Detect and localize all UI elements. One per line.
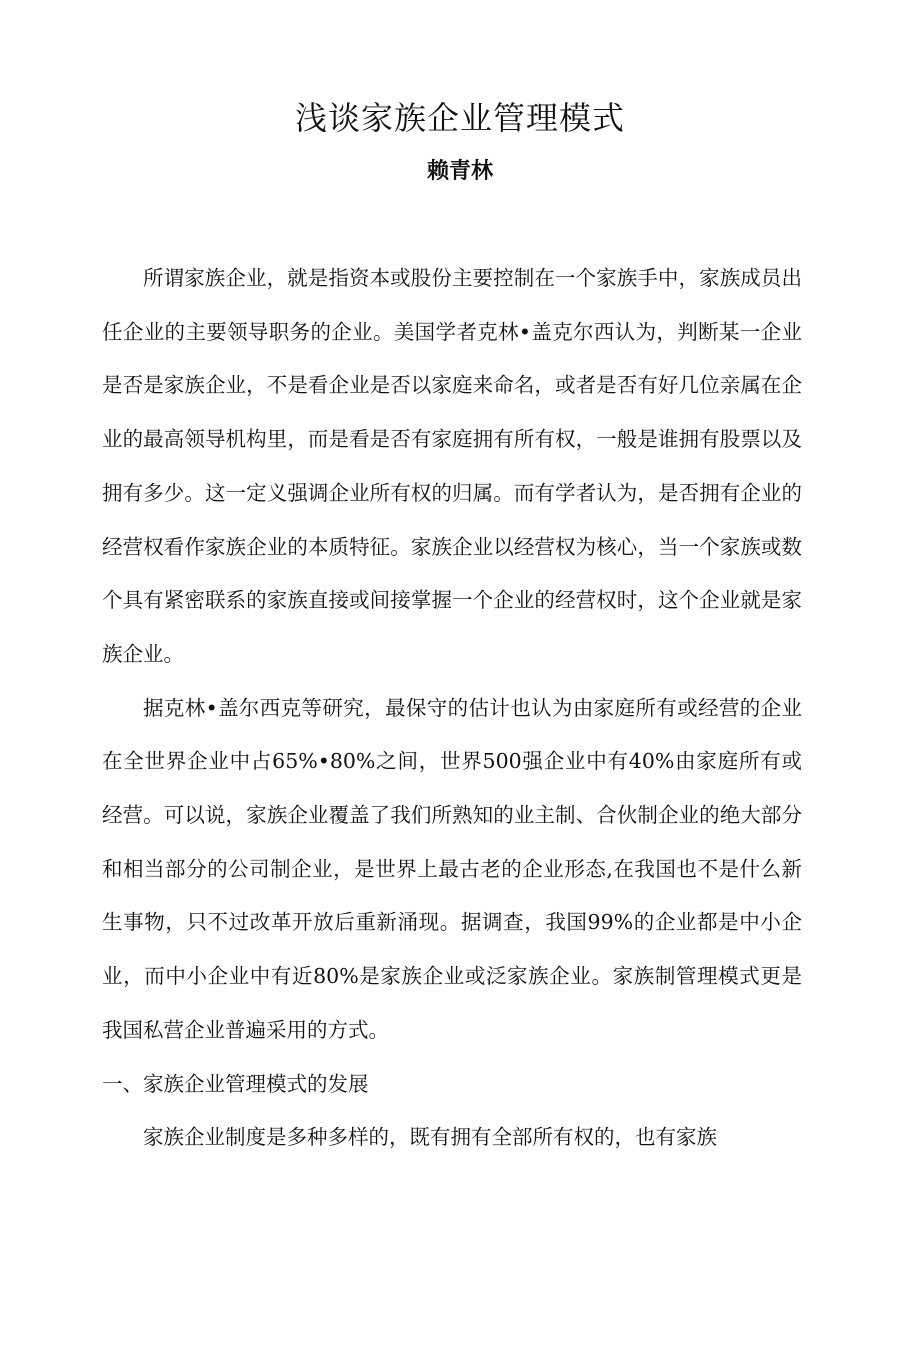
document-title: 浅谈家族企业管理模式 bbox=[294, 99, 625, 137]
paragraph-definition: 所谓家族企业，就是指资本或股份主要控制在一个家族手中，家族成员出任企业的主要领导职务的企业。美国学者克林•盖克尔西认为，判断某一企业是否是家族企业，不是看企业是否以家庭来命名，或者是否有好几位亲属在企业的最高领导机构里，而是看是否有家庭拥有所有权，一般是谁拥有股票以及拥有多少。这一定义强调企业所有权的归属。而有学者认为，是否拥有企业的经营权看作家族企业的本质特征。家族企业以经营权为核心，当一个家族或数个具有紧密联系的家族直接或间接掌握一个企业的经营权时，这个企业就是家族企业。 bbox=[102, 266, 802, 666]
section-heading: 一、家族企业管理模式的发展 bbox=[102, 1071, 369, 1096]
paragraph-statistics: 据克林•盖尔西克等研究，最保守的估计也认为由家庭所有或经营的企业在全世界企业中占65%•80%之间，世界500强企业中有40%由家庭所有或经营。可以说，家族企业覆盖了我们所熟知的业主制、合伙制企业的绝大部分和相当部分的公司制企业，是世界上最古老的企业形态,在我国也不是什么新生事物，只不过改革开放后重新涌现。据调查，我国99%的企业都是中小企业，而中小企业中有近80%是家族企业或泛家族企业。家族制管理模式更是我国私营企业普遍采用的方式。 bbox=[102, 695, 802, 1042]
document-body bbox=[102, 252, 802, 1165]
document-author: 赖青林 bbox=[426, 159, 493, 184]
paragraph-section-start: 家族企业制度是多种多样的，既有拥有全部所有权的，也有家族 bbox=[143, 1125, 717, 1150]
